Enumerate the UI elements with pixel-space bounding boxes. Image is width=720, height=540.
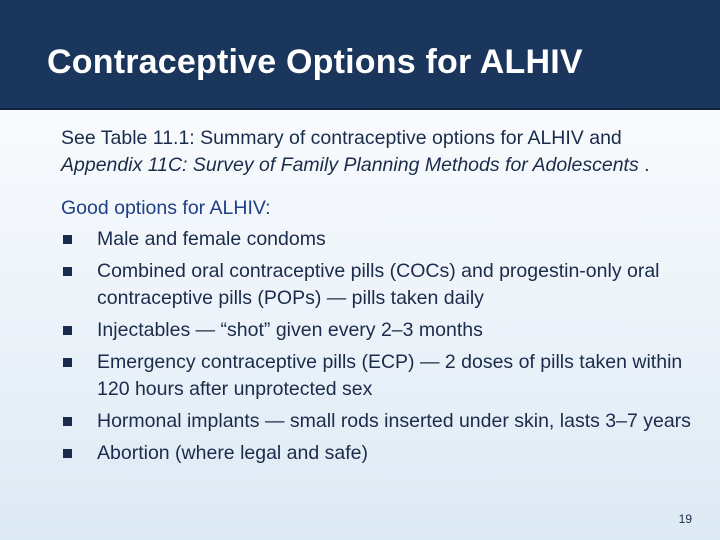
list-item-text: Male and female condoms: [97, 228, 326, 250]
list-item: [61, 408, 691, 435]
square-bullet-icon: [63, 235, 72, 244]
list-item-text: Combined oral contraceptive pills (COCs) and progestin-only oral contraceptive pills (POPs) — pills taken daily: [97, 260, 660, 309]
slide-title: Contraceptive Options for ALHIV: [47, 43, 583, 81]
list-item-text: Injectables — “shot” given every 2–3 months: [97, 319, 483, 341]
square-bullet-icon: [63, 358, 72, 367]
intro-paragraph: [61, 125, 691, 179]
square-bullet-icon: [63, 417, 72, 426]
list-item-text: Emergency contraceptive pills (ECP) — 2 doses of pills taken within 120 hours after unprotected sex: [97, 351, 683, 400]
appendix-reference: Appendix 11C: Survey of Family Planning Methods for Adolescents: [61, 154, 639, 176]
page-number: 19: [678, 512, 692, 526]
list-item: [61, 258, 691, 312]
list-item: [61, 440, 691, 467]
list-item-text: Abortion (where legal and safe): [97, 442, 368, 464]
title-bar: [0, 0, 720, 110]
intro-period: .: [644, 154, 650, 176]
square-bullet-icon: [63, 449, 72, 458]
intro-text: See Table 11.1: Summary of contraceptive options for ALHIV and: [61, 127, 622, 149]
square-bullet-icon: [63, 326, 72, 335]
options-list: [61, 226, 691, 467]
slide-content: [61, 125, 691, 472]
list-item-text: Hormonal implants — small rods inserted under skin, lasts 3–7 years: [97, 410, 691, 432]
options-heading: Good options for ALHIV:: [61, 197, 271, 219]
list-item: [61, 226, 691, 253]
square-bullet-icon: [63, 267, 72, 276]
list-item: [61, 317, 691, 344]
list-item: [61, 349, 691, 403]
